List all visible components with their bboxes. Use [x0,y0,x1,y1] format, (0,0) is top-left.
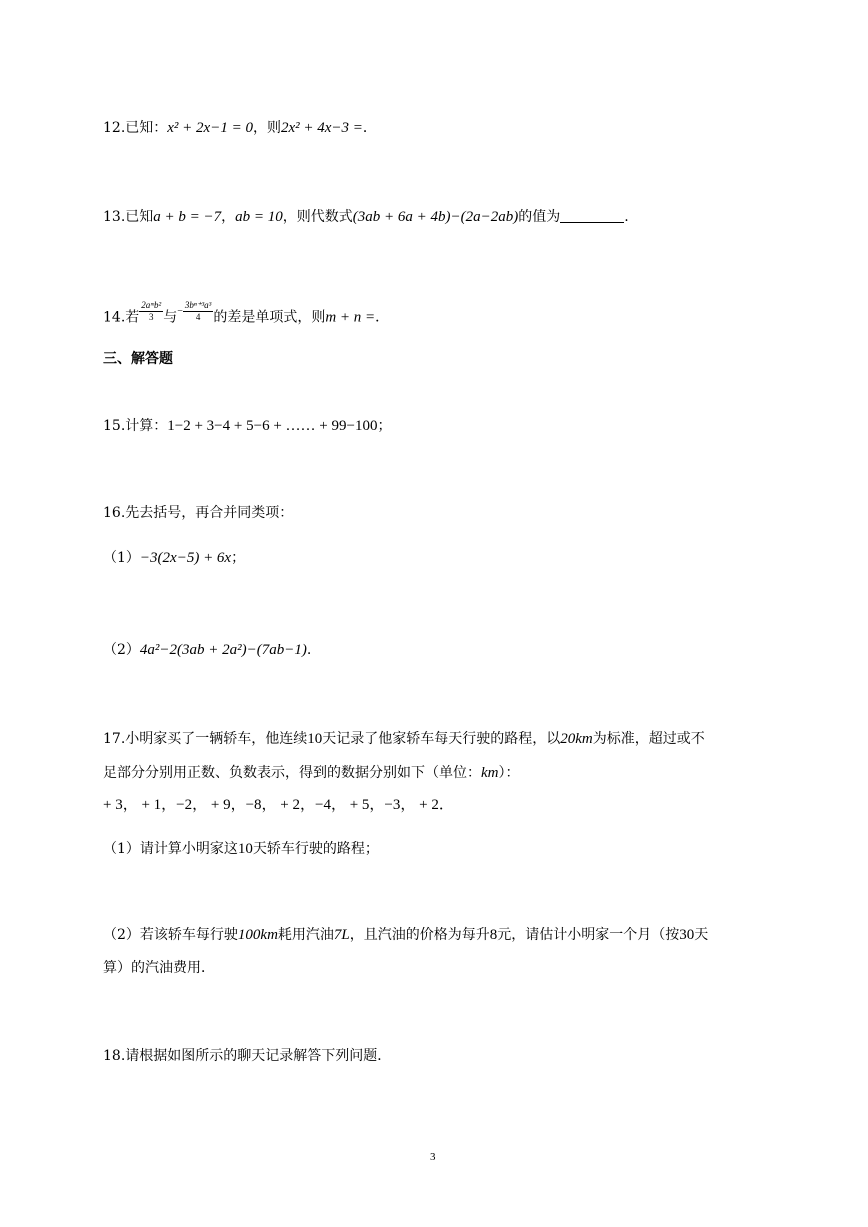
q13-expression: (3ab + 6a + 4b)−(2a−2ab) [352,209,519,225]
question-17-part-2 [103,925,708,945]
q17-p2-distance: 100km [237,927,278,943]
q13-condition-2: ab = 10 [235,209,283,225]
q16-p2-end: . [306,642,312,658]
q14-frac2-numerator: 3bⁿ⁺³a³ [184,300,212,310]
q17-p2-text-d: 元，请估计小明家一个月（按 [497,927,680,943]
question-17-part-1 [103,839,379,859]
q14-expression: m + n = [325,309,376,326]
q12-expression: 2x² + 4x−3 = [280,120,363,136]
q13-mid: ，则代数式 [282,209,353,225]
q13-end: . [624,209,629,225]
q16-p1-label: （1） [103,550,140,566]
q17-p2-text-c: ，且汽油的价格为每升 [349,927,490,943]
question-13 [103,207,629,227]
q12-mid: ，则 [252,120,281,136]
question-17-data: + 3， + 1，−2， + 9，−8， + 2，−4， + 5，−3， + 2． [103,797,454,813]
section-heading: 三、解答题 [103,351,173,367]
question-14 [103,300,390,330]
question-17-part-2-line-2: 算）的汽油费用． [103,960,215,976]
question-18: 18.请根据如图所示的聊天记录解答下列问题． [103,1048,392,1064]
q14-prefix: 14.若 [103,309,140,326]
q15-end: ； [377,418,392,434]
question-17-line-2 [103,763,520,783]
q17-standard: 20km [560,731,593,747]
q16-p1-end: ； [231,550,246,566]
question-16-stem: 16.先去括号，再合并同类项： [103,505,294,521]
q17-text-b: 天记录了他家轿车每天行驶的路程，以 [322,731,561,747]
q17-p2-days: 30 [679,927,695,943]
q17-days: 10 [307,731,323,747]
q14-negative-sign: − [177,305,183,317]
q13-separator: ， [221,209,236,225]
q14-fraction-1 [139,300,163,323]
q17-p2-text-a: （2）若该轿车每行驶 [103,927,238,943]
q17-p1-text-b: 天轿车行驶的路程； [252,841,379,857]
q16-p1-expression: −3(2x−5) + 6x [139,550,232,566]
q12-condition: x² + 2x−1 = 0 [167,120,253,136]
question-17-line-1 [103,729,705,749]
q16-p2-label: （2） [103,642,140,658]
page-number: 3 [430,1151,436,1163]
q17-p1-days: 10 [237,841,253,857]
q17-p2-volume: 7L [333,927,350,943]
q17-text-a: 17.小明家买了一辆轿车，他连续 [103,731,308,747]
question-16-part-2 [103,640,311,660]
q17-p2-price: 8 [489,927,498,943]
q17-p2-text-b: 耗用汽油 [277,927,334,943]
q13-suffix: 的值为 [518,209,561,225]
q12-end: ． [362,120,377,136]
q14-mid: 的差是单项式，则 [213,309,326,326]
q17-p2-text-e: 天 [694,927,709,943]
q14-frac1-denominator: 3 [148,312,154,322]
q17-text-d: 足部分分别用正数、负数表示，得到的数据分别如下（单位： [103,765,481,781]
q14-frac1-numerator: 2aᵐb² [141,300,162,310]
q17-p1-text-a: （1）请计算小明家这 [103,841,238,857]
question-12 [103,118,377,138]
q14-with: 与 [163,309,178,326]
q14-frac2-denominator: 4 [195,312,201,322]
q14-fraction-2 [183,300,213,323]
question-15 [103,416,391,436]
q14-end: ． [375,309,390,326]
q17-unit: km [481,765,499,781]
q12-prefix: 12.已知： [103,120,168,136]
q13-prefix: 13.已知 [103,209,154,225]
q15-prefix: 15.计算： [103,418,168,434]
q15-expression: 1−2 + 3−4 + 5−6 + …… + 99−100 [167,418,378,434]
q17-text-e: ）： [498,765,520,781]
q17-text-c: 为标准，超过或不 [592,731,705,747]
answer-blank [560,208,624,223]
question-16-part-1 [103,548,245,568]
q13-condition-1: a + b = −7 [153,209,222,225]
q16-p2-expression: 4a²−2(3ab + 2a²)−(7ab−1) [139,642,307,658]
